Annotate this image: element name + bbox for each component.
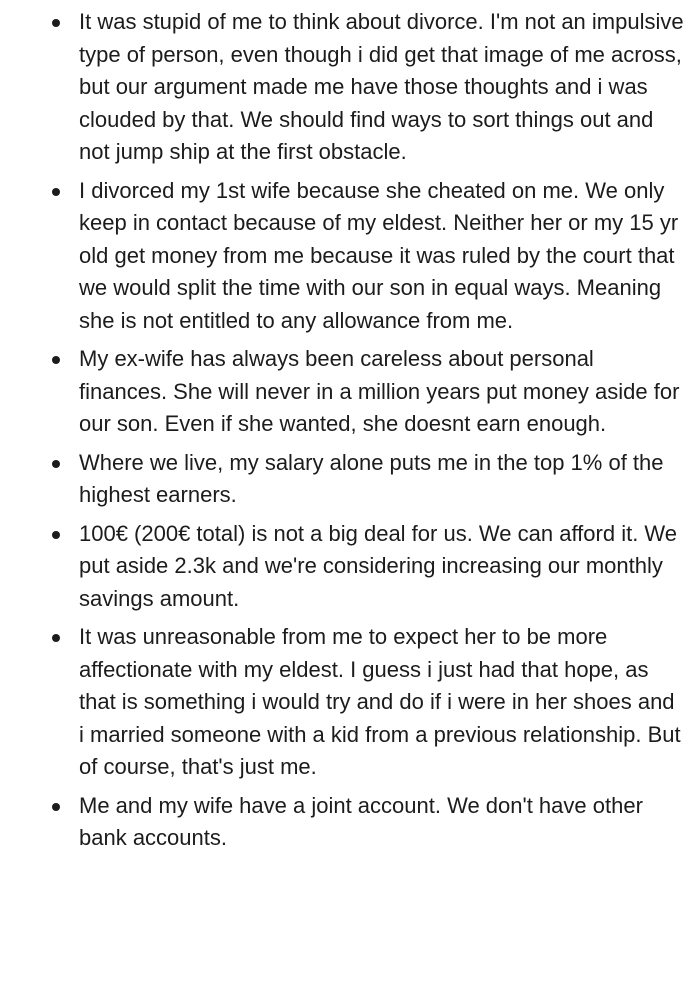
list-item [0,447,684,512]
list-item [0,343,684,441]
list-item-text: 100€ (200€ total) is not a big deal for us. We can afford it. We put aside 2.3k and we're considering increasing our monthly savings amount. [79,520,678,611]
list-item-text: It was stupid of me to think about divorce. I'm not an impulsive type of person, even though i did get that image of me across, but our argument made me have those thoughts and i was clouded by that. We should find ways to sort things out and not jump ship at the first obstacle. [79,9,684,164]
bullet-icon [52,634,60,642]
bullet-icon [52,19,60,27]
list-item [0,518,684,616]
list-item-text: It was unreasonable from me to expect her to be more affectionate with my eldest. I guess i just had that hope, as that is something i would try and do if i were in her shoes and i married someone with a kid from a previous relationship. But of course, that's just me. [79,624,681,779]
list-item-text: My ex-wife has always been careless about personal finances. She will never in a million years put money aside for our son. Even if she wanted, she doesnt earn enough. [79,346,680,436]
list-item [0,790,684,855]
bullet-icon [52,460,60,468]
list-item-text: Where we live, my salary alone puts me in the top 1% of the highest earners. [79,449,664,507]
list-item [0,621,684,784]
bullet-icon [52,531,60,539]
list-item [0,6,684,169]
list-item-text: Me and my wife have a joint account. We don't have other bank accounts. [79,792,643,850]
bullet-icon [52,188,60,196]
bullet-list [0,6,684,855]
list-item-text: I divorced my 1st wife because she cheated on me. We only keep in contact because of my eldest. Neither her or my 15 yr old get money from me because it was ruled by the court that we would split the time with our son in equal ways. Meaning she is not entitled to any allowance from me. [79,177,679,333]
list-item [0,175,684,338]
bullet-icon [52,803,60,811]
bullet-icon [52,356,60,364]
